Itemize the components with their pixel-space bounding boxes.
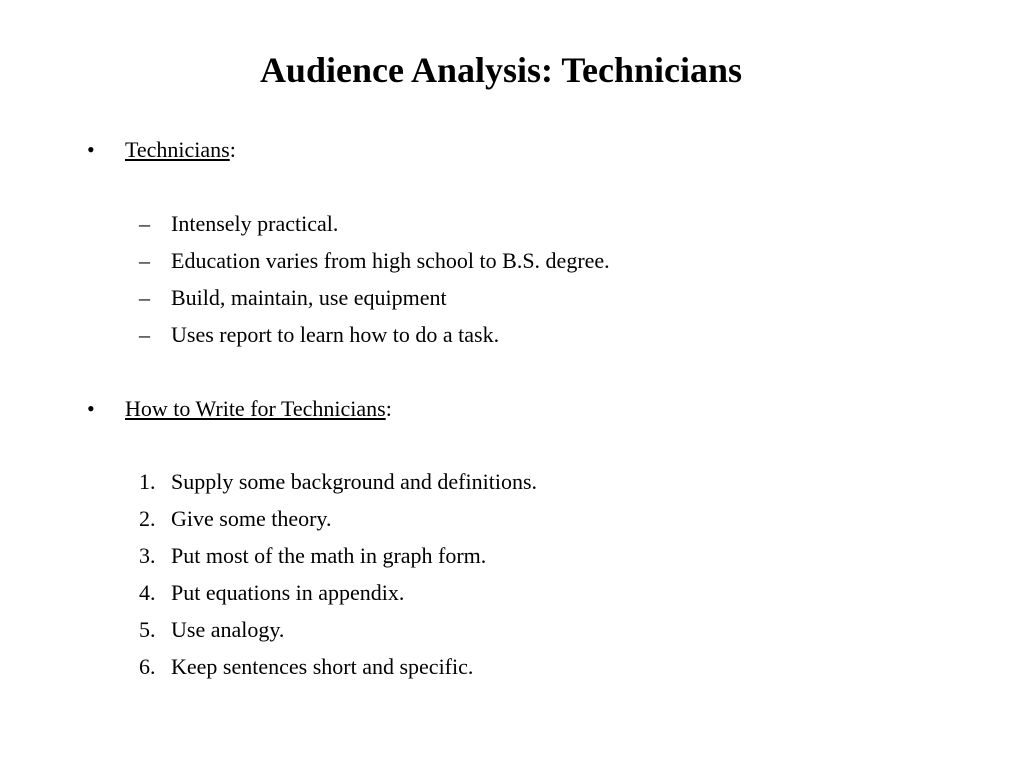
numbered-item-text: Put equations in appendix. — [171, 580, 405, 605]
list-item-text: Intensely practical. — [171, 211, 339, 236]
item-number: 3. — [139, 543, 156, 568]
dash-marker: – — [139, 211, 150, 236]
bullet-marker: • — [87, 396, 95, 421]
heading-label: How to Write for Technicians — [125, 396, 386, 421]
numbered-item-text: Keep sentences short and specific. — [171, 654, 474, 679]
bullet-marker: • — [87, 137, 95, 162]
numbered-item-text: Supply some background and definitions. — [171, 469, 538, 494]
item-number: 6. — [139, 654, 156, 679]
dash-marker: – — [139, 322, 150, 347]
item-number: 5. — [139, 617, 156, 642]
numbered-item-text: Use analogy. — [171, 617, 285, 642]
slide-title: Audience Analysis: Technicians — [259, 50, 743, 90]
heading-suffix: : — [385, 396, 392, 421]
item-number: 1. — [139, 469, 156, 494]
numbered-item-text: Give some theory. — [171, 506, 332, 531]
list-item-text: Build, maintain, use equipment — [171, 285, 447, 310]
heading-suffix: : — [229, 137, 236, 162]
heading-label: Technicians — [125, 137, 230, 162]
heading-text — [125, 136, 236, 164]
heading-text — [125, 395, 392, 423]
numbered-item-text: Put most of the math in graph form. — [171, 543, 487, 568]
list-item-text: Uses report to learn how to do a task. — [171, 322, 500, 347]
item-number: 4. — [139, 580, 156, 605]
item-number: 2. — [139, 506, 156, 531]
list-item-text: Education varies from high school to B.S. degree. — [171, 248, 610, 273]
dash-marker: – — [139, 285, 150, 310]
dash-marker: – — [139, 248, 150, 273]
